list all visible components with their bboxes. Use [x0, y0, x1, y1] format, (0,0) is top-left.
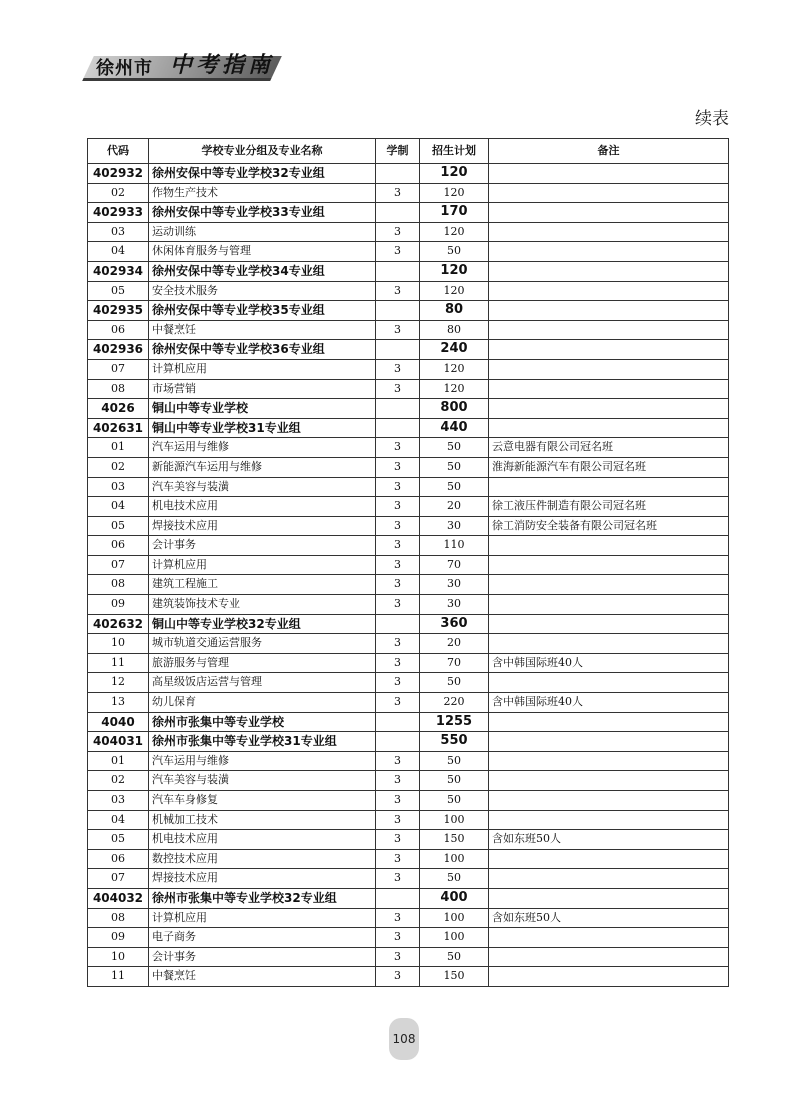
cell-name: 汽车美容与装潢	[149, 771, 376, 791]
table-row	[88, 457, 729, 477]
cell-plan: 120	[420, 222, 489, 242]
cell-years: 3	[376, 242, 420, 262]
cell-note	[489, 732, 729, 752]
cell-name: 徐州安保中等专业学校34专业组	[149, 261, 376, 281]
table-row	[88, 673, 729, 693]
cell-years: 3	[376, 575, 420, 595]
table-row	[88, 693, 729, 713]
cell-plan: 100	[420, 849, 489, 869]
cell-note	[489, 810, 729, 830]
cell-years: 3	[376, 810, 420, 830]
table-row	[88, 497, 729, 517]
cell-note: 徐工消防安全装备有限公司冠名班	[489, 516, 729, 536]
page-number: 108	[389, 1018, 419, 1060]
cell-note: 含如东班50人	[489, 908, 729, 928]
table-row	[88, 928, 729, 948]
cell-code: 11	[88, 967, 149, 987]
cell-plan: 50	[420, 438, 489, 458]
cell-code: 404031	[88, 732, 149, 752]
banner-guide-title: 中考指南	[170, 52, 275, 78]
header-code: 代码	[88, 139, 149, 164]
cell-name: 徐州安保中等专业学校33专业组	[149, 203, 376, 223]
cell-code: 10	[88, 634, 149, 654]
cell-note	[489, 634, 729, 654]
header-plan: 招生计划	[420, 139, 489, 164]
cell-note	[489, 849, 729, 869]
cell-name: 旅游服务与管理	[149, 653, 376, 673]
cell-code: 01	[88, 751, 149, 771]
cell-years: 3	[376, 359, 420, 379]
cell-name: 焊接技术应用	[149, 516, 376, 536]
cell-years: 3	[376, 555, 420, 575]
cell-name: 铜山中等专业学校	[149, 399, 376, 419]
table-row	[88, 379, 729, 399]
cell-code: 03	[88, 791, 149, 811]
cell-code: 404032	[88, 888, 149, 908]
cell-years: 3	[376, 497, 420, 517]
table-group-row	[88, 399, 729, 419]
cell-years: 3	[376, 536, 420, 556]
cell-note	[489, 301, 729, 321]
cell-years: 3	[376, 771, 420, 791]
cell-code: 402632	[88, 614, 149, 634]
cell-note	[489, 673, 729, 693]
header-name: 学校专业分组及专业名称	[149, 139, 376, 164]
cell-plan: 70	[420, 555, 489, 575]
cell-note: 徐工液压件制造有限公司冠名班	[489, 497, 729, 517]
cell-name: 高星级饭店运营与管理	[149, 673, 376, 693]
header-note: 备注	[489, 139, 729, 164]
cell-note	[489, 340, 729, 360]
table-row	[88, 281, 729, 301]
cell-name: 徐州市张集中等专业学校32专业组	[149, 888, 376, 908]
cell-years: 3	[376, 751, 420, 771]
cell-code: 04	[88, 497, 149, 517]
cell-note	[489, 928, 729, 948]
header-years: 学制	[376, 139, 420, 164]
cell-years: 3	[376, 947, 420, 967]
cell-plan: 80	[420, 301, 489, 321]
cell-years: 3	[376, 320, 420, 340]
cell-note	[489, 967, 729, 987]
cell-plan: 80	[420, 320, 489, 340]
cell-code: 06	[88, 320, 149, 340]
cell-plan: 240	[420, 340, 489, 360]
cell-plan: 360	[420, 614, 489, 634]
cell-note	[489, 575, 729, 595]
table-row	[88, 908, 729, 928]
cell-name: 汽车车身修复	[149, 791, 376, 811]
cell-name: 计算机应用	[149, 359, 376, 379]
table-group-row	[88, 340, 729, 360]
table-group-row	[88, 164, 729, 184]
cell-code: 402631	[88, 418, 149, 438]
cell-name: 汽车运用与维修	[149, 438, 376, 458]
table-row	[88, 595, 729, 615]
cell-code: 03	[88, 477, 149, 497]
cell-plan: 400	[420, 888, 489, 908]
cell-note: 含如东班50人	[489, 830, 729, 850]
cell-years	[376, 732, 420, 752]
table-row	[88, 771, 729, 791]
cell-code: 12	[88, 673, 149, 693]
cell-note	[489, 614, 729, 634]
cell-name: 安全技术服务	[149, 281, 376, 301]
table-row	[88, 183, 729, 203]
cell-name: 数控技术应用	[149, 849, 376, 869]
cell-plan: 120	[420, 359, 489, 379]
cell-years	[376, 888, 420, 908]
cell-name: 机电技术应用	[149, 830, 376, 850]
table-row	[88, 516, 729, 536]
cell-years	[376, 399, 420, 419]
cell-years: 3	[376, 653, 420, 673]
cell-code: 07	[88, 555, 149, 575]
cell-plan: 50	[420, 947, 489, 967]
cell-plan: 150	[420, 967, 489, 987]
cell-name: 会计事务	[149, 536, 376, 556]
cell-code: 402932	[88, 164, 149, 184]
cell-years: 3	[376, 849, 420, 869]
enrollment-table	[87, 138, 729, 987]
cell-note	[489, 555, 729, 575]
cell-plan: 70	[420, 653, 489, 673]
table-row	[88, 751, 729, 771]
cell-name: 幼儿保育	[149, 693, 376, 713]
cell-years: 3	[376, 830, 420, 850]
continued-label: 续表	[695, 109, 729, 129]
cell-note: 淮海新能源汽车有限公司冠名班	[489, 457, 729, 477]
cell-code: 4040	[88, 712, 149, 732]
cell-note	[489, 242, 729, 262]
table-row	[88, 849, 729, 869]
cell-code: 402933	[88, 203, 149, 223]
cell-plan: 120	[420, 261, 489, 281]
table-row	[88, 653, 729, 673]
table-row	[88, 438, 729, 458]
cell-name: 计算机应用	[149, 908, 376, 928]
cell-code: 11	[88, 653, 149, 673]
cell-plan: 100	[420, 908, 489, 928]
cell-years	[376, 340, 420, 360]
cell-plan: 440	[420, 418, 489, 438]
cell-note	[489, 418, 729, 438]
cell-name: 机械加工技术	[149, 810, 376, 830]
cell-plan: 110	[420, 536, 489, 556]
cell-years	[376, 261, 420, 281]
table-group-row	[88, 614, 729, 634]
cell-name: 徐州市张集中等专业学校	[149, 712, 376, 732]
cell-name: 建筑装饰技术专业	[149, 595, 376, 615]
cell-note: 含中韩国际班40人	[489, 693, 729, 713]
cell-code: 04	[88, 242, 149, 262]
table-row	[88, 810, 729, 830]
cell-note: 含中韩国际班40人	[489, 653, 729, 673]
banner-city: 徐州市	[96, 58, 153, 79]
cell-plan: 220	[420, 693, 489, 713]
cell-plan: 100	[420, 928, 489, 948]
cell-note	[489, 359, 729, 379]
cell-note	[489, 595, 729, 615]
cell-code: 02	[88, 771, 149, 791]
cell-plan: 100	[420, 810, 489, 830]
cell-name: 休闲体育服务与管理	[149, 242, 376, 262]
cell-note	[489, 888, 729, 908]
cell-plan: 30	[420, 595, 489, 615]
table-group-row	[88, 888, 729, 908]
cell-plan: 550	[420, 732, 489, 752]
cell-code: 07	[88, 359, 149, 379]
cell-plan: 30	[420, 575, 489, 595]
cell-plan: 50	[420, 791, 489, 811]
cell-years	[376, 203, 420, 223]
cell-code: 06	[88, 536, 149, 556]
table-row	[88, 575, 729, 595]
cell-years: 3	[376, 967, 420, 987]
cell-years: 3	[376, 183, 420, 203]
cell-code: 09	[88, 928, 149, 948]
cell-plan: 150	[420, 830, 489, 850]
cell-note	[489, 477, 729, 497]
cell-note	[489, 947, 729, 967]
cell-name: 徐州市张集中等专业学校31专业组	[149, 732, 376, 752]
table-header-row	[88, 139, 729, 164]
cell-plan: 120	[420, 281, 489, 301]
cell-plan: 50	[420, 457, 489, 477]
cell-code: 02	[88, 457, 149, 477]
cell-name: 新能源汽车运用与维修	[149, 457, 376, 477]
table-row	[88, 947, 729, 967]
table-row	[88, 791, 729, 811]
cell-name: 会计事务	[149, 947, 376, 967]
cell-years: 3	[376, 928, 420, 948]
cell-years	[376, 614, 420, 634]
cell-code: 402934	[88, 261, 149, 281]
cell-plan: 50	[420, 477, 489, 497]
table-group-row	[88, 732, 729, 752]
cell-code: 09	[88, 595, 149, 615]
table-group-row	[88, 203, 729, 223]
cell-code: 05	[88, 516, 149, 536]
table-group-row	[88, 301, 729, 321]
cell-note	[489, 320, 729, 340]
cell-plan: 30	[420, 516, 489, 536]
cell-code: 402935	[88, 301, 149, 321]
cell-code: 10	[88, 947, 149, 967]
cell-name: 铜山中等专业学校32专业组	[149, 614, 376, 634]
cell-name: 市场营销	[149, 379, 376, 399]
cell-name: 建筑工程施工	[149, 575, 376, 595]
header-banner	[80, 46, 280, 82]
cell-note	[489, 399, 729, 419]
cell-plan: 120	[420, 183, 489, 203]
cell-note	[489, 164, 729, 184]
table-row	[88, 536, 729, 556]
cell-code: 08	[88, 908, 149, 928]
cell-name: 徐州安保中等专业学校35专业组	[149, 301, 376, 321]
cell-name: 中餐烹饪	[149, 320, 376, 340]
cell-code: 08	[88, 575, 149, 595]
cell-code: 4026	[88, 399, 149, 419]
cell-years: 3	[376, 869, 420, 889]
cell-plan: 120	[420, 379, 489, 399]
cell-name: 焊接技术应用	[149, 869, 376, 889]
table-group-row	[88, 418, 729, 438]
cell-years: 3	[376, 595, 420, 615]
cell-plan: 800	[420, 399, 489, 419]
cell-name: 汽车美容与装潢	[149, 477, 376, 497]
cell-note	[489, 261, 729, 281]
table-row	[88, 967, 729, 987]
cell-note	[489, 791, 729, 811]
table-row	[88, 555, 729, 575]
cell-plan: 50	[420, 751, 489, 771]
cell-code: 402936	[88, 340, 149, 360]
cell-name: 徐州安保中等专业学校36专业组	[149, 340, 376, 360]
table-group-row	[88, 712, 729, 732]
cell-years	[376, 164, 420, 184]
cell-years: 3	[376, 477, 420, 497]
cell-name: 汽车运用与维修	[149, 751, 376, 771]
cell-years: 3	[376, 693, 420, 713]
cell-note	[489, 712, 729, 732]
cell-code: 03	[88, 222, 149, 242]
cell-note	[489, 203, 729, 223]
cell-years: 3	[376, 457, 420, 477]
cell-note	[489, 281, 729, 301]
cell-years: 3	[376, 516, 420, 536]
cell-name: 铜山中等专业学校31专业组	[149, 418, 376, 438]
cell-code: 13	[88, 693, 149, 713]
table-row	[88, 634, 729, 654]
cell-code: 06	[88, 849, 149, 869]
cell-name: 计算机应用	[149, 555, 376, 575]
cell-code: 05	[88, 830, 149, 850]
cell-note	[489, 222, 729, 242]
cell-years	[376, 301, 420, 321]
table-row	[88, 320, 729, 340]
cell-code: 05	[88, 281, 149, 301]
cell-note	[489, 183, 729, 203]
cell-note	[489, 869, 729, 889]
cell-name: 机电技术应用	[149, 497, 376, 517]
cell-years: 3	[376, 791, 420, 811]
table-row	[88, 830, 729, 850]
cell-years: 3	[376, 634, 420, 654]
cell-note: 云意电器有限公司冠名班	[489, 438, 729, 458]
table-body	[88, 164, 729, 987]
cell-note	[489, 379, 729, 399]
cell-code: 02	[88, 183, 149, 203]
cell-name: 城市轨道交通运营服务	[149, 634, 376, 654]
cell-code: 07	[88, 869, 149, 889]
cell-code: 04	[88, 810, 149, 830]
cell-plan: 50	[420, 869, 489, 889]
cell-name: 中餐烹饪	[149, 967, 376, 987]
table-row	[88, 222, 729, 242]
cell-plan: 170	[420, 203, 489, 223]
cell-name: 运动训练	[149, 222, 376, 242]
cell-plan: 20	[420, 634, 489, 654]
cell-years	[376, 712, 420, 732]
cell-plan: 1255	[420, 712, 489, 732]
cell-years: 3	[376, 438, 420, 458]
cell-name: 电子商务	[149, 928, 376, 948]
cell-plan: 50	[420, 242, 489, 262]
cell-code: 01	[88, 438, 149, 458]
cell-plan: 50	[420, 771, 489, 791]
cell-note	[489, 751, 729, 771]
cell-years: 3	[376, 673, 420, 693]
table-row	[88, 869, 729, 889]
cell-plan: 50	[420, 673, 489, 693]
cell-plan: 20	[420, 497, 489, 517]
cell-years: 3	[376, 281, 420, 301]
cell-years: 3	[376, 222, 420, 242]
cell-years: 3	[376, 908, 420, 928]
table-group-row	[88, 261, 729, 281]
table-row	[88, 477, 729, 497]
cell-note	[489, 536, 729, 556]
cell-code: 08	[88, 379, 149, 399]
cell-name: 作物生产技术	[149, 183, 376, 203]
table-row	[88, 359, 729, 379]
cell-years: 3	[376, 379, 420, 399]
table-row	[88, 242, 729, 262]
cell-note	[489, 771, 729, 791]
cell-name: 徐州安保中等专业学校32专业组	[149, 164, 376, 184]
cell-plan: 120	[420, 164, 489, 184]
cell-years	[376, 418, 420, 438]
